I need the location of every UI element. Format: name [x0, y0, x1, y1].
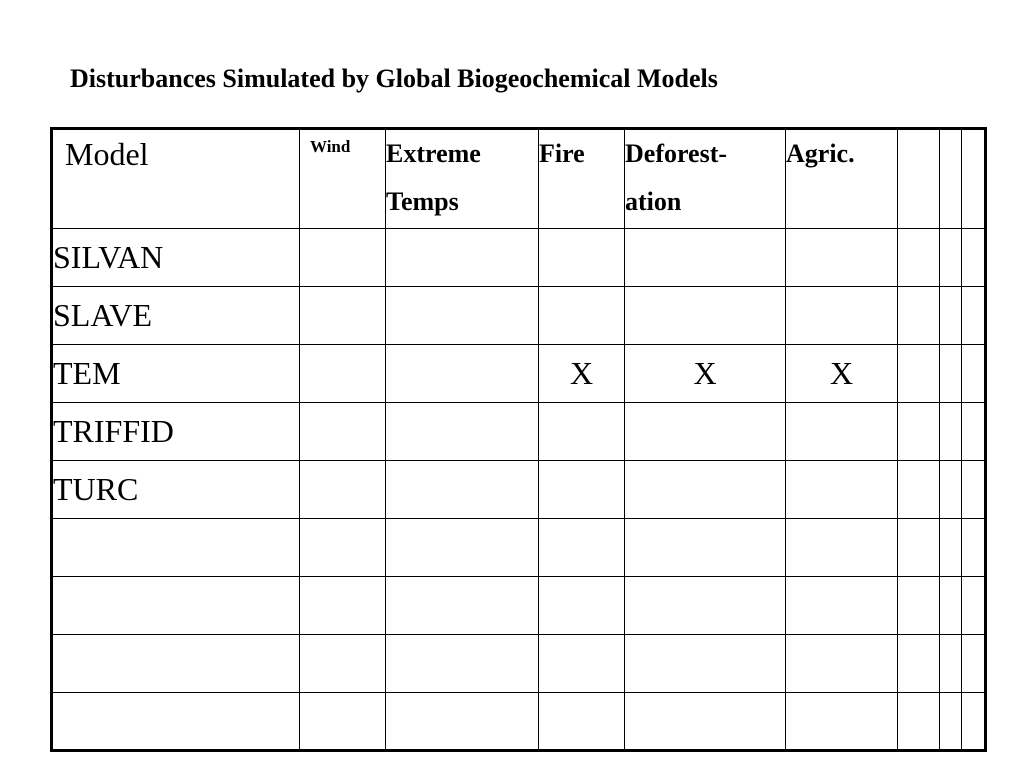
model-name-cell — [52, 577, 300, 635]
header-empty-3 — [962, 129, 986, 229]
table-cell — [786, 519, 898, 577]
table-cell — [898, 287, 940, 345]
table-cell — [300, 345, 386, 403]
table-cell — [940, 577, 962, 635]
table-cell — [940, 635, 962, 693]
table-cell — [962, 229, 986, 287]
model-name-cell: SLAVE — [52, 287, 300, 345]
table-cell: X — [625, 345, 786, 403]
model-name-cell: TEM — [52, 345, 300, 403]
table-cell — [625, 519, 786, 577]
table-cell — [386, 403, 539, 461]
table-cell — [300, 229, 386, 287]
header-wind: Wind — [300, 129, 386, 229]
table-row — [52, 693, 986, 751]
table-cell — [786, 403, 898, 461]
header-model: Model — [52, 129, 300, 229]
table-cell — [962, 461, 986, 519]
table-cell — [962, 635, 986, 693]
table-cell — [539, 577, 625, 635]
table-cell: X — [539, 345, 625, 403]
table-row — [52, 635, 986, 693]
table-row — [52, 287, 986, 345]
table-cell — [786, 635, 898, 693]
table-row — [52, 519, 986, 577]
header-fire: Fire — [539, 129, 625, 229]
table-cell — [786, 287, 898, 345]
table-cell — [386, 229, 539, 287]
header-empty-2 — [940, 129, 962, 229]
table-cell — [300, 577, 386, 635]
table-cell — [625, 693, 786, 751]
table-cell — [625, 403, 786, 461]
table-cell — [786, 461, 898, 519]
table-cell — [300, 461, 386, 519]
table-body — [52, 229, 986, 751]
table-cell — [539, 287, 625, 345]
table-cell — [386, 461, 539, 519]
table-cell — [539, 403, 625, 461]
table-cell — [940, 403, 962, 461]
table-cell — [386, 287, 539, 345]
table-cell — [625, 229, 786, 287]
table-cell — [786, 229, 898, 287]
table-cell — [940, 461, 962, 519]
table-cell — [539, 635, 625, 693]
table-cell — [300, 693, 386, 751]
table-cell — [962, 403, 986, 461]
table-cell — [625, 635, 786, 693]
model-name-cell — [52, 519, 300, 577]
table-row — [52, 403, 986, 461]
table-cell — [386, 519, 539, 577]
table-cell — [898, 461, 940, 519]
table-cell — [898, 519, 940, 577]
table-cell — [786, 693, 898, 751]
table-cell — [625, 577, 786, 635]
header-deforestation: Deforest- ation — [625, 129, 786, 229]
table-cell — [300, 635, 386, 693]
table-cell — [898, 577, 940, 635]
header-extreme-temps: Extreme Temps — [386, 129, 539, 229]
table-cell — [962, 577, 986, 635]
table-cell — [940, 229, 962, 287]
table-cell — [898, 229, 940, 287]
table-cell — [539, 461, 625, 519]
page-title: Disturbances Simulated by Global Biogeochemical Models — [70, 64, 718, 93]
model-name-cell — [52, 693, 300, 751]
table-cell: X — [786, 345, 898, 403]
table-cell — [300, 287, 386, 345]
table-cell — [898, 693, 940, 751]
model-name-cell: SILVAN — [52, 229, 300, 287]
table-row — [52, 577, 986, 635]
table-row — [52, 345, 986, 403]
table-cell — [962, 693, 986, 751]
table-cell — [940, 693, 962, 751]
table-cell — [625, 287, 786, 345]
table-cell — [300, 519, 386, 577]
table-cell — [539, 519, 625, 577]
table-cell — [386, 635, 539, 693]
table-cell — [386, 577, 539, 635]
model-name-cell: TRIFFID — [52, 403, 300, 461]
table-row — [52, 461, 986, 519]
table-cell — [300, 403, 386, 461]
table-cell — [898, 635, 940, 693]
table-cell — [539, 229, 625, 287]
table-cell — [962, 519, 986, 577]
table-cell — [940, 519, 962, 577]
header-empty-1 — [898, 129, 940, 229]
table-cell — [386, 345, 539, 403]
table-cell — [898, 403, 940, 461]
table-cell — [786, 577, 898, 635]
table-cell — [962, 287, 986, 345]
table-header-row — [52, 129, 986, 229]
disturbance-table — [50, 127, 987, 752]
table-cell — [898, 345, 940, 403]
model-name-cell: TURC — [52, 461, 300, 519]
table-cell — [962, 345, 986, 403]
table-row — [52, 229, 986, 287]
header-agric: Agric. — [786, 129, 898, 229]
table-cell — [940, 345, 962, 403]
model-name-cell — [52, 635, 300, 693]
table-cell — [386, 693, 539, 751]
table-cell — [539, 693, 625, 751]
table-cell — [940, 287, 962, 345]
table-cell — [625, 461, 786, 519]
